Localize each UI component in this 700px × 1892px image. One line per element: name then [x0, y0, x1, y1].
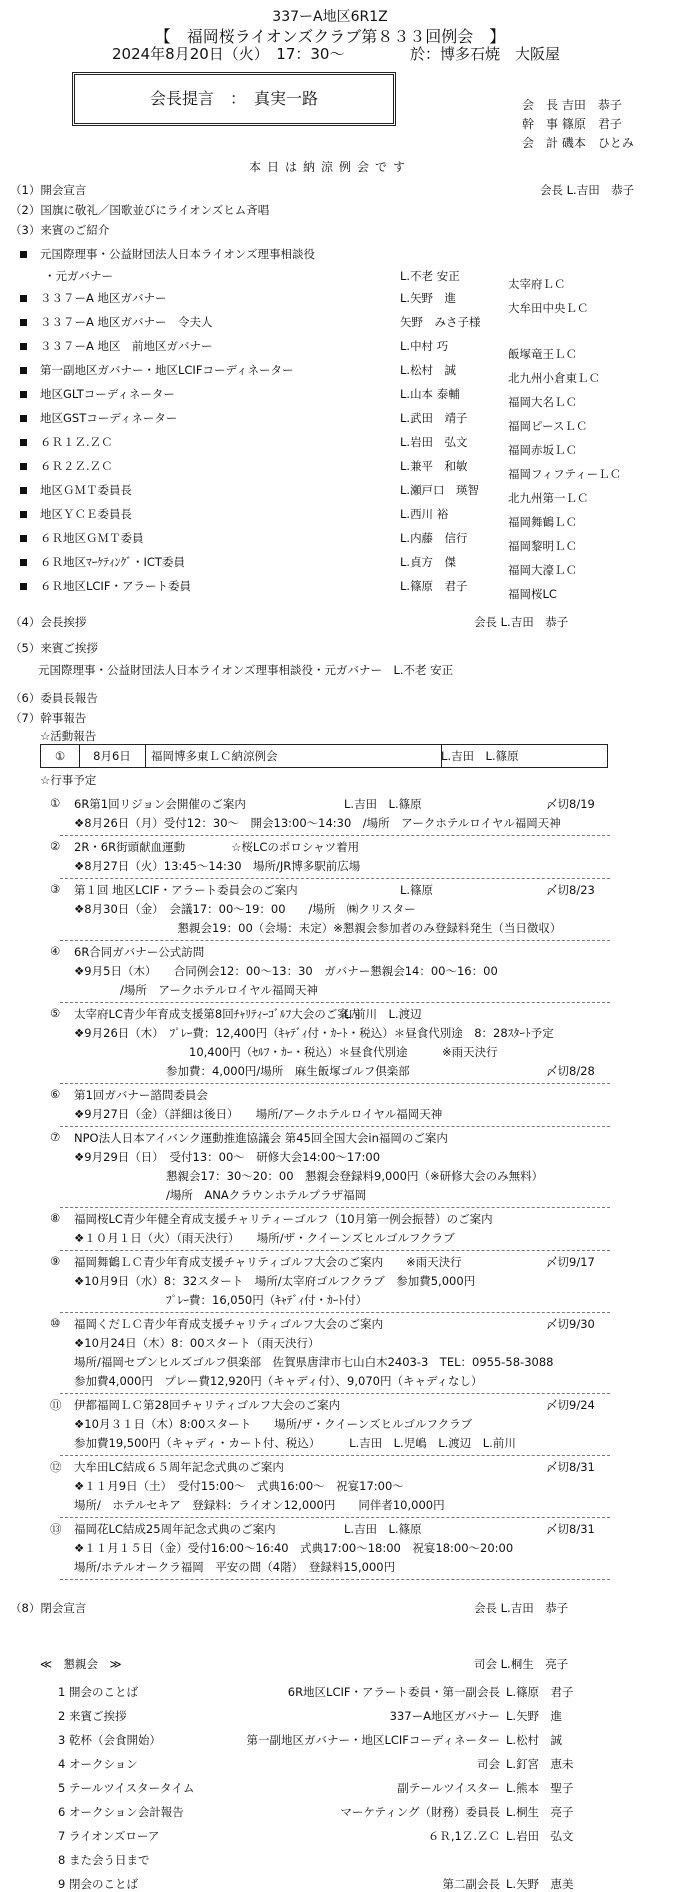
agenda-item-1-person: 会長 L.吉田 恭子	[540, 183, 635, 197]
guest-name: L.西川 裕	[400, 507, 449, 521]
schedule-no: ④	[50, 944, 61, 958]
schedule-detail-line: 懇親会17：30～20：00 懇親会登録料9,000円（※研修大会のみ無料）	[74, 1169, 544, 1183]
officer-role: 会 長	[522, 98, 559, 112]
officer-treasurer	[522, 134, 634, 153]
guest-club: 福岡大濠ＬＣ	[508, 563, 577, 577]
social-item-label: 3 乾杯（会食開始）	[58, 1733, 161, 1747]
social-item-label: 5 テールツイスタータイム	[58, 1781, 195, 1795]
schedule-detail-line: ❖8月26日（月）受付12：30～ 開会13:00～14:30 /場所 アークホテルロイヤル福岡天神	[74, 816, 561, 830]
guest-name: L.篠原 君子	[400, 579, 468, 593]
schedule-no: ⑦	[50, 1130, 61, 1144]
schedule-detail-line: 参加費：4,000円/場所 麻生飯塚ゴルフ倶楽部	[74, 1064, 410, 1078]
guest-club: 福岡ピースＬＣ	[508, 419, 588, 433]
schedule-detail-line: ❖9月5日（木） 合同例会12：00～13：30 ガバナー懇親会14：00～16：00	[74, 964, 498, 978]
officer-role: 会 計	[522, 136, 559, 150]
schedule-detail-line: ❖8月27日（火）13:45～14:30 場所/JR博多駅前広場	[74, 859, 361, 873]
agenda-item-4: （4）会長挨拶	[10, 615, 87, 629]
social-item-name: L.矢野 恵美	[506, 1877, 574, 1891]
schedule-deadline: 〆切9/30	[546, 1317, 595, 1331]
schedule-label: ☆行事予定	[40, 773, 97, 787]
guest-title: 地区ＧＭＴ委員長	[40, 483, 132, 497]
guest-name: L.兼平 和敏	[400, 459, 468, 473]
schedule-detail-line: 参加費19,500円（キャディ・カート付、税込） L.吉田 L.児嶋 L.渡辺 L.前川	[74, 1436, 516, 1450]
guest-title: ６Ｒ地区LCIF・アラート委員	[40, 579, 191, 593]
guest-club: 福岡桜LC	[508, 587, 557, 601]
schedule-separator	[60, 1250, 610, 1251]
social-item-role: 副テールツイスター	[397, 1781, 500, 1795]
bullet-icon	[20, 319, 27, 326]
schedule-detail-line: ❖１１月１５日（金）受付16:00～16:40 式典17:00～18:00 祝宴18:00～20:00	[74, 1541, 514, 1555]
activity-no: ①	[41, 745, 80, 767]
guest-title: ・元ガバナー	[44, 269, 113, 283]
social-item-name: L.桐生 亮子	[506, 1805, 574, 1819]
schedule-title: 太宰府LC青少年育成支援第8回ﾁｬﾘﾃｨｰｺﾞﾙﾌ大会のご案内	[74, 1007, 361, 1021]
guest-club: 福岡フィフティーＬＣ	[508, 467, 622, 481]
guest-name: L.瀬戸口 瑛智	[400, 483, 480, 497]
guest-name: L.内藤 信行	[400, 531, 468, 545]
agenda-item-8: （8）閉会宣言	[10, 1601, 87, 1615]
schedule-title: 福岡くだＬＣ青少年育成支援チャリティゴルフ大会のご案内	[74, 1317, 384, 1331]
social-item-role: 司会	[477, 1757, 500, 1771]
schedule-separator	[60, 1207, 610, 1208]
schedule-title: 伊都福岡ＬＣ第28回チャリティゴルフ大会のご案内	[74, 1398, 341, 1412]
schedule-no: ⑪	[50, 1398, 62, 1412]
social-item-role: 6R地区LCIF・アラート委員・第一副会長	[287, 1685, 500, 1699]
social-item-name: L.熊本 聖子	[506, 1781, 574, 1795]
district-label: 337ーA地区6R1Z	[272, 9, 388, 25]
guest-name: L.不老 安正	[400, 269, 460, 283]
agenda-item-3: （3）来賓のご紹介	[10, 223, 110, 237]
bullet-icon	[20, 391, 27, 398]
officer-role: 幹 事	[522, 117, 559, 131]
schedule-deadline: 〆切8/31	[546, 1522, 595, 1536]
guest-title: ３３７ーA 地区ガバナー 令夫人	[40, 315, 213, 329]
officer-name: 磯本 ひとみ	[561, 136, 634, 150]
schedule-detail-line: ﾌﾟﾚｰ費：16,050円（ｷｬﾃﾞｨ付・ｶｰﾄ付）	[74, 1293, 368, 1307]
schedule-no: ②	[50, 839, 61, 853]
meeting-title: 【 福岡桜ライオンズクラブ第８３３回例会 】	[154, 27, 506, 46]
schedule-persons: L.吉田 L.篠原	[344, 1522, 422, 1536]
schedule-title: NPO法人日本アイバンク運動推進協議会 第45回全国大会in福岡のご案内	[74, 1131, 448, 1145]
guest-club: 福岡黎明ＬＣ	[508, 539, 577, 553]
guest-club: 福岡舞鶴ＬＣ	[508, 515, 577, 529]
schedule-no: ①	[50, 796, 61, 810]
guest-name: 矢野 みさ子様	[400, 315, 481, 329]
schedule-separator	[60, 940, 610, 941]
schedule-title: 6R合同ガバナー公式訪問	[74, 945, 205, 959]
agenda-item-7: （7）幹事報告	[10, 711, 87, 725]
bullet-icon	[20, 367, 27, 374]
guest-name: L.岩田 弘文	[400, 435, 468, 449]
schedule-title: 6R第1回リジョン会開催のご案内	[74, 797, 246, 811]
schedule-detail-line: ❖10月9日（水）8：32スタート 場所/太宰府ゴルフクラブ 参加費5,000円	[74, 1274, 476, 1288]
schedule-detail-line: /場所 アークホテルロイヤル福岡天神	[74, 983, 318, 997]
schedule-detail-line: ❖１１月9日（土） 受付15:00～ 式典16:00～ 祝宴17:00～	[74, 1479, 404, 1493]
schedule-separator	[60, 1002, 610, 1003]
social-item-label: 6 オークション会計報告	[58, 1805, 184, 1819]
social-item-role: 第一副地区ガバナー・地区LCIFコーディネーター	[246, 1733, 500, 1747]
social-item-role: 337ーA地区ガバナー	[389, 1709, 500, 1723]
officer-name: 吉田 恭子	[561, 98, 622, 112]
social-item-name: L.矢野 進	[506, 1709, 563, 1723]
guest-title: 第一副地区ガバナー・地区LCIFコーディネーター	[40, 363, 294, 377]
president-motto-box: 会長提言 ： 真実一路	[72, 72, 396, 126]
activity-persons: L.吉田 L.篠原	[441, 749, 519, 763]
schedule-detail-line: ❖9月27日（金）（詳細は後日） 場所/アークホテルロイヤル福岡天神	[74, 1107, 443, 1121]
meeting-datetime: 2024年8月20日（火） 17：30～	[112, 45, 345, 63]
guest-name: L.武田 靖子	[400, 411, 468, 425]
guest-title: ６Ｒ地区ﾏｰｹﾃｨﾝｸﾞ・ICT委員	[40, 555, 185, 569]
activity-date: 8月6日	[79, 745, 146, 767]
schedule-detail-line: 10,400円（ｾﾙﾌ・ｶｰ・税込）＊昼食代別途 ※雨天決行	[74, 1045, 498, 1059]
bullet-icon	[20, 343, 27, 350]
schedule-detail-line: ❖9月26日（木） ﾌﾟﾚｰ費：12,400円（ｷｬﾃﾞｨ付・ｶｰﾄ・税込）＊昼食代別途 8：28ｽﾀｰﾄ予定	[74, 1026, 554, 1040]
agenda-item-2: （2）国旗に敬礼／国歌並びにライオンズヒム斉唱	[10, 203, 270, 217]
schedule-separator	[60, 1517, 610, 1518]
schedule-separator	[60, 1126, 610, 1127]
bullet-icon	[20, 251, 27, 258]
guest-name: L.矢野 進	[400, 291, 457, 305]
schedule-title: 第１回 地区LCIF・アラート委員会のご案内	[74, 883, 298, 897]
schedule-detail-line: ❖9月29日（日） 受付13：00～ 研修大会14:00～17:00	[74, 1150, 381, 1164]
schedule-deadline: 〆切8/31	[546, 1460, 595, 1474]
schedule-separator	[60, 1455, 610, 1456]
guest-club: 飯塚竜王ＬＣ	[508, 347, 577, 361]
guest-title: 地区ＹＣＥ委員長	[40, 507, 132, 521]
schedule-detail-line: /場所 ANAクラウンホテルプラザ福岡	[74, 1188, 367, 1202]
guest-name: L.松村 誠	[400, 363, 457, 377]
schedule-persons: L.吉田 L.篠原	[344, 797, 422, 811]
social-item-name: L.釘宮 恵未	[506, 1757, 574, 1771]
guest-title: ６Ｒ２Ｚ.ＺＣ	[40, 459, 113, 473]
schedule-deadline: 〆切8/19	[546, 797, 595, 811]
agenda-item-8-person: 会長 L.吉田 恭子	[474, 1601, 569, 1615]
bullet-icon	[20, 439, 27, 446]
schedule-separator	[60, 1312, 610, 1313]
schedule-no: ⑤	[50, 1006, 61, 1020]
guest-title: 地区GSTコーディネーター	[40, 411, 178, 425]
agenda-item-4-person: 会長 L.吉田 恭子	[474, 615, 569, 629]
schedule-title: 大牟田LC結成６５周年記念式典のご案内	[74, 1460, 284, 1474]
schedule-deadline: 〆切9/17	[546, 1255, 595, 1269]
officer-president	[522, 96, 634, 115]
schedule-no: ⑫	[50, 1460, 62, 1474]
bullet-icon	[20, 535, 27, 542]
bullet-icon	[20, 463, 27, 470]
schedule-title: 福岡桜LC青少年健全育成支援チャリティーゴルフ（10月第一例会振替）のご案内	[74, 1212, 493, 1226]
schedule-detail-line: ❖１０月１日（火）（雨天決行） 場所/ザ・クイーンズヒルゴルフクラブ	[74, 1231, 455, 1245]
guest-title: ３３７ーA 地区ガバナー	[40, 291, 167, 305]
schedule-separator	[60, 878, 610, 879]
social-item-role: ６Ｒ,1Ｚ.ＺＣ	[427, 1829, 500, 1843]
schedule-detail-line: 場所/福岡セブンヒルズゴルフ倶楽部 佐賀県唐津市七山白木2403-3 TEL：0955-58-3088	[74, 1355, 554, 1369]
schedule-title: 福岡舞鶴ＬＣ青少年育成支援チャリティゴルフ大会のご案内 ※雨天決行	[74, 1255, 462, 1269]
meeting-venue: 於：博多石焼 大阪屋	[410, 45, 561, 63]
guest-title: ６Ｒ地区ＧＭＴ委員	[40, 531, 144, 545]
bullet-icon	[20, 511, 27, 518]
schedule-no: ⑧	[50, 1211, 61, 1225]
social-heading: ≪ 懇親会 ≫	[40, 1657, 122, 1671]
guest-club: 福岡赤坂ＬＣ	[508, 443, 577, 457]
social-emcee: 司会 L.桐生 亮子	[474, 1657, 569, 1671]
schedule-no: ③	[50, 882, 61, 896]
activity-report-label: ☆活動報告	[40, 729, 97, 743]
schedule-title: 2R・6R街頭献血運動 ☆桜LCのポロシャツ着用	[74, 840, 360, 854]
social-item-label: 1 開会のことば	[58, 1685, 138, 1699]
schedule-separator	[60, 1393, 610, 1394]
today-announcement: 本日は納涼例会です	[248, 160, 411, 174]
guest-title: ６Ｒ１Ｚ.ＺＣ	[40, 435, 113, 449]
guest-club: 太宰府ＬＣ	[508, 277, 566, 291]
officer-name: 篠原 君子	[561, 117, 622, 131]
schedule-no: ⑩	[50, 1316, 61, 1330]
social-item-name: L.松村 誠	[506, 1733, 563, 1747]
guest-club: 北九州第一ＬＣ	[508, 491, 589, 505]
bullet-icon	[20, 415, 27, 422]
social-item-label: 9 閉会のことば	[58, 1877, 138, 1891]
agenda-item-1: （1）開会宣言	[10, 183, 87, 197]
schedule-detail-line: ❖10月３１日（木）8:00スタート 場所/ザ・クイーンズヒルゴルフクラブ	[74, 1417, 473, 1431]
schedule-separator	[60, 1579, 610, 1580]
agenda-item-6: （6）委員長報告	[10, 691, 98, 705]
guest-name: L.山本 泰輔	[400, 387, 460, 401]
bullet-icon	[20, 487, 27, 494]
social-item-label: 4 オークション	[58, 1757, 138, 1771]
schedule-detail-line: 場所/ホテルオークラ福岡 平安の間（4階） 登録料15,000円	[74, 1560, 396, 1574]
schedule-title: 福岡花LC結成25周年記念式典のご案内	[74, 1522, 276, 1536]
schedule-detail-line: ❖8月30日（金） 会議17：00～19：00 /場所 ㈱クリスター	[74, 902, 416, 916]
social-item-label: 8 また会う日まで	[58, 1853, 150, 1867]
bullet-icon	[20, 583, 27, 590]
schedule-detail-line: 場所/ ホテルセキア 登録料：ライオン12,000円 同伴者10,000円	[74, 1498, 445, 1512]
social-item-label: 2 来賓ご挨拶	[58, 1709, 127, 1723]
agenda-item-5: （5）来賓ご挨拶	[10, 641, 98, 655]
schedule-separator	[60, 1083, 610, 1084]
guest-name: L.中村 巧	[400, 339, 449, 353]
guest-club: 北九州小倉東ＬＣ	[508, 371, 600, 385]
schedule-detail-line: 懇親会19：00（会場：未定）※懇親会参加者のみ登録料発生（当日徴収）	[74, 921, 562, 935]
schedule-deadline: 〆切9/24	[546, 1398, 595, 1412]
social-item-name: L.篠原 君子	[506, 1685, 574, 1699]
schedule-no: ⑨	[50, 1254, 61, 1268]
social-item-role: マーケティング（財務）委員長	[340, 1805, 500, 1819]
guest-club: 福岡大名ＬＣ	[508, 395, 577, 409]
activity-report-table	[40, 744, 608, 768]
schedule-detail-line: ❖10月24日（木）8：00スタート（雨天決行）	[74, 1336, 320, 1350]
schedule-deadline: 〆切8/23	[546, 883, 595, 897]
schedule-persons: L.前川 L.渡辺	[344, 1007, 422, 1021]
guest-name: L.貞方 傑	[400, 555, 457, 569]
bullet-icon	[20, 559, 27, 566]
schedule-deadline: 〆切8/28	[546, 1064, 595, 1078]
schedule-no: ⑥	[50, 1087, 61, 1101]
social-item-label: 7 ライオンズローア	[58, 1829, 160, 1843]
schedule-detail-line: 参加費4,000円 プレー費12,920円（キャディ付）、9,070円（キャディなし）	[74, 1374, 483, 1388]
schedule-no: ⑬	[50, 1522, 62, 1536]
guest-title: 地区GLTコーディネーター	[40, 387, 175, 401]
officers-list	[522, 96, 634, 153]
activity-event: 福岡博多東ＬＣ納涼例会	[145, 745, 442, 767]
schedule-persons: L.篠原	[400, 883, 434, 897]
social-item-role: 第二副会長	[442, 1877, 500, 1891]
bullet-icon	[20, 295, 27, 302]
social-item-name: L.岩田 弘文	[506, 1829, 574, 1843]
schedule-separator	[60, 835, 610, 836]
guest-title: ３３７ーA 地区 前地区ガバナー	[40, 339, 213, 353]
officer-secretary	[522, 115, 634, 134]
guest-title: 元国際理事・公益財団法人日本ライオンズ理事相談役	[40, 247, 315, 261]
guest-club: 大牟田中央ＬＣ	[508, 301, 589, 315]
agenda-item-5-detail: 元国際理事・公益財団法人日本ライオンズ理事相談役・元ガバナー L.不老 安正	[38, 663, 454, 677]
schedule-title: 第1回ガバナー諮問委員会	[74, 1088, 208, 1102]
